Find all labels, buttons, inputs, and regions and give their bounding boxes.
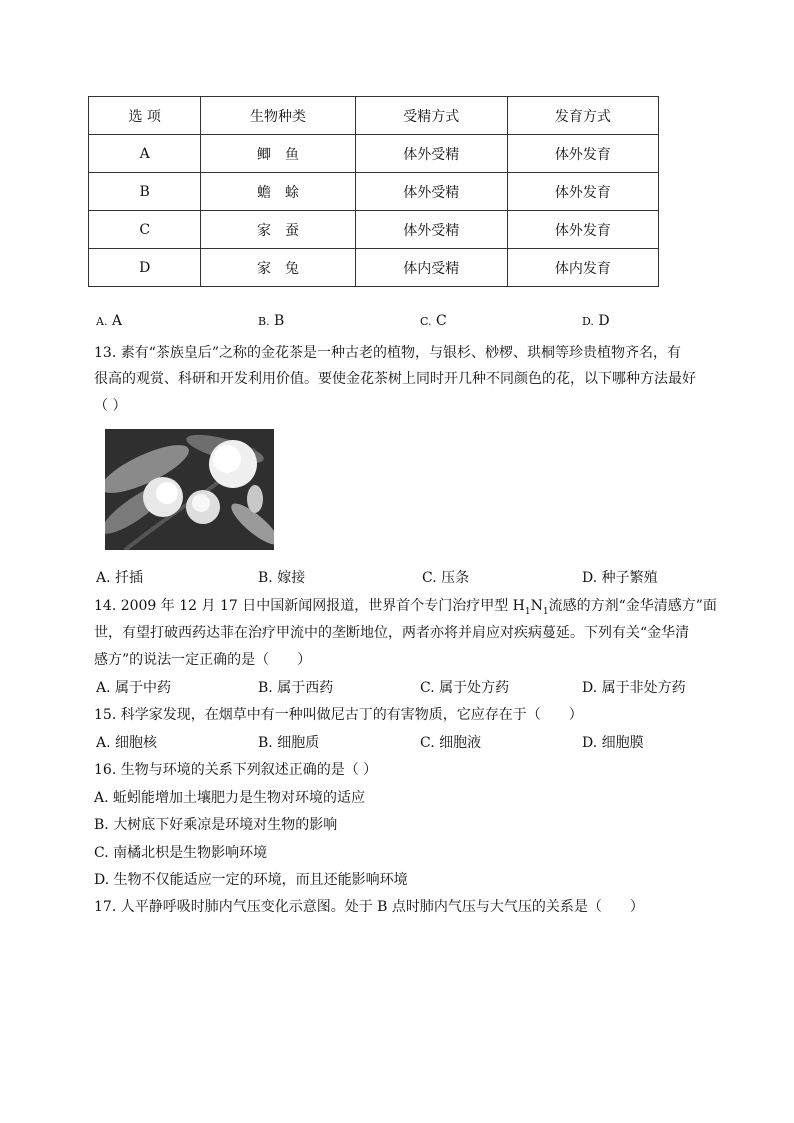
question-13-text-line: 13. 素有“茶族皇后”之称的金花茶是一种古老的植物，与银杉、桫椤、珙桐等珍贵植物齐名，有 bbox=[94, 345, 682, 361]
question-16-text-line: 16. 生物与环境的关系下列叙述正确的是（ ） bbox=[94, 762, 378, 778]
table-cell: D bbox=[89, 249, 201, 287]
table-cell: 体外受精 bbox=[355, 135, 507, 173]
table-cell: 体外受精 bbox=[355, 173, 507, 211]
table-cell: 蟾 蜍 bbox=[201, 173, 355, 211]
question-15-options bbox=[96, 732, 716, 752]
option-b[interactable]: B. 大树底下好乘凉是环境对生物的影响 bbox=[94, 817, 338, 833]
option-a[interactable]: A. A bbox=[96, 313, 123, 329]
table-cell: 体外受精 bbox=[355, 211, 507, 249]
question-17-text-line: 17. 人平静呼吸时肺内气压变化示意图。处于 B 点时肺内气压与大气压的关系是（ ） bbox=[94, 899, 644, 915]
question-14-text-line: 世，有望打破西药达菲在治疗甲流中的垄断地位，两者亦将并肩应对疾病蔓延。下列有关“金华清 bbox=[94, 625, 690, 641]
option-c[interactable]: C. 细胞液 bbox=[420, 735, 482, 751]
table-cell: B bbox=[89, 173, 201, 211]
table-header-cell: 生物种类 bbox=[201, 97, 355, 135]
question-15-text-line: 15. 科学家发现，在烟草中有一种叫做尼古丁的有害物质，它应存在于（ ） bbox=[94, 707, 583, 723]
table-cell: 家 兔 bbox=[201, 249, 355, 287]
table-cell: 体内发育 bbox=[507, 249, 658, 287]
question-12-options bbox=[96, 313, 716, 333]
option-d[interactable]: D. 生物不仅能适应一定的环境，而且还能影响环境 bbox=[94, 872, 408, 888]
option-c[interactable]: C. 压条 bbox=[422, 570, 470, 586]
option-a[interactable]: A. 扦插 bbox=[96, 570, 144, 586]
option-a[interactable]: A. 属于中药 bbox=[96, 680, 172, 696]
table-header-row bbox=[89, 97, 659, 135]
option-b[interactable]: B. 属于西药 bbox=[258, 680, 334, 696]
option-a[interactable]: A. 细胞核 bbox=[96, 735, 158, 751]
table-cell: 体内受精 bbox=[355, 249, 507, 287]
question-12-table bbox=[88, 96, 659, 287]
option-d[interactable]: D. 属于非处方药 bbox=[582, 680, 686, 696]
option-c[interactable]: C. 南橘北枳是生物影响环境 bbox=[94, 845, 268, 861]
option-d[interactable]: D. D bbox=[582, 313, 610, 329]
question-14-options bbox=[96, 677, 716, 697]
option-c[interactable]: C. C bbox=[420, 313, 447, 329]
table-row bbox=[89, 211, 659, 249]
option-c[interactable]: C. 属于处方药 bbox=[420, 680, 510, 696]
camellia-flower-photo bbox=[105, 429, 274, 550]
table-row bbox=[89, 173, 659, 211]
option-b[interactable]: B. 细胞质 bbox=[258, 735, 320, 751]
table-cell: 体外发育 bbox=[507, 173, 658, 211]
option-d[interactable]: D. 种子繁殖 bbox=[582, 570, 658, 586]
table-header-cell: 发育方式 bbox=[507, 97, 658, 135]
option-d[interactable]: D. 细胞膜 bbox=[582, 735, 644, 751]
flower-image bbox=[105, 429, 274, 550]
table-cell: A bbox=[89, 135, 201, 173]
option-b[interactable]: B. 嫁接 bbox=[258, 570, 306, 586]
table-cell: 鲫 鱼 bbox=[201, 135, 355, 173]
question-13-options bbox=[96, 567, 716, 587]
question-13-text-line: 很高的观赏、科研和开发利用价值。要使金花茶树上同时开几种不同颜色的花，以下哪种方法最好 bbox=[94, 371, 696, 387]
question-14-text-line: 感方”的说法一定正确的是（ ） bbox=[94, 652, 312, 668]
question-13-answer-blank: （ ） bbox=[94, 398, 127, 414]
table-cell: 家 蚕 bbox=[201, 211, 355, 249]
option-a[interactable]: A. 蚯蚓能增加土壤肥力是生物对环境的适应 bbox=[94, 790, 366, 806]
table-header-cell: 选 项 bbox=[89, 97, 201, 135]
question-14-text-line: 14. 2009 年 12 月 17 日中国新闻网报道，世界首个专门治疗甲型 $H_1N_1$流感的方剂“金华清感方”面 bbox=[94, 598, 717, 617]
table-cell: 体外发育 bbox=[507, 135, 658, 173]
table-header-cell: 受精方式 bbox=[355, 97, 507, 135]
option-b[interactable]: B. B bbox=[258, 313, 285, 329]
table-cell: C bbox=[89, 211, 201, 249]
table-cell: 体外发育 bbox=[507, 211, 658, 249]
table-row bbox=[89, 135, 659, 173]
table-row bbox=[89, 249, 659, 287]
